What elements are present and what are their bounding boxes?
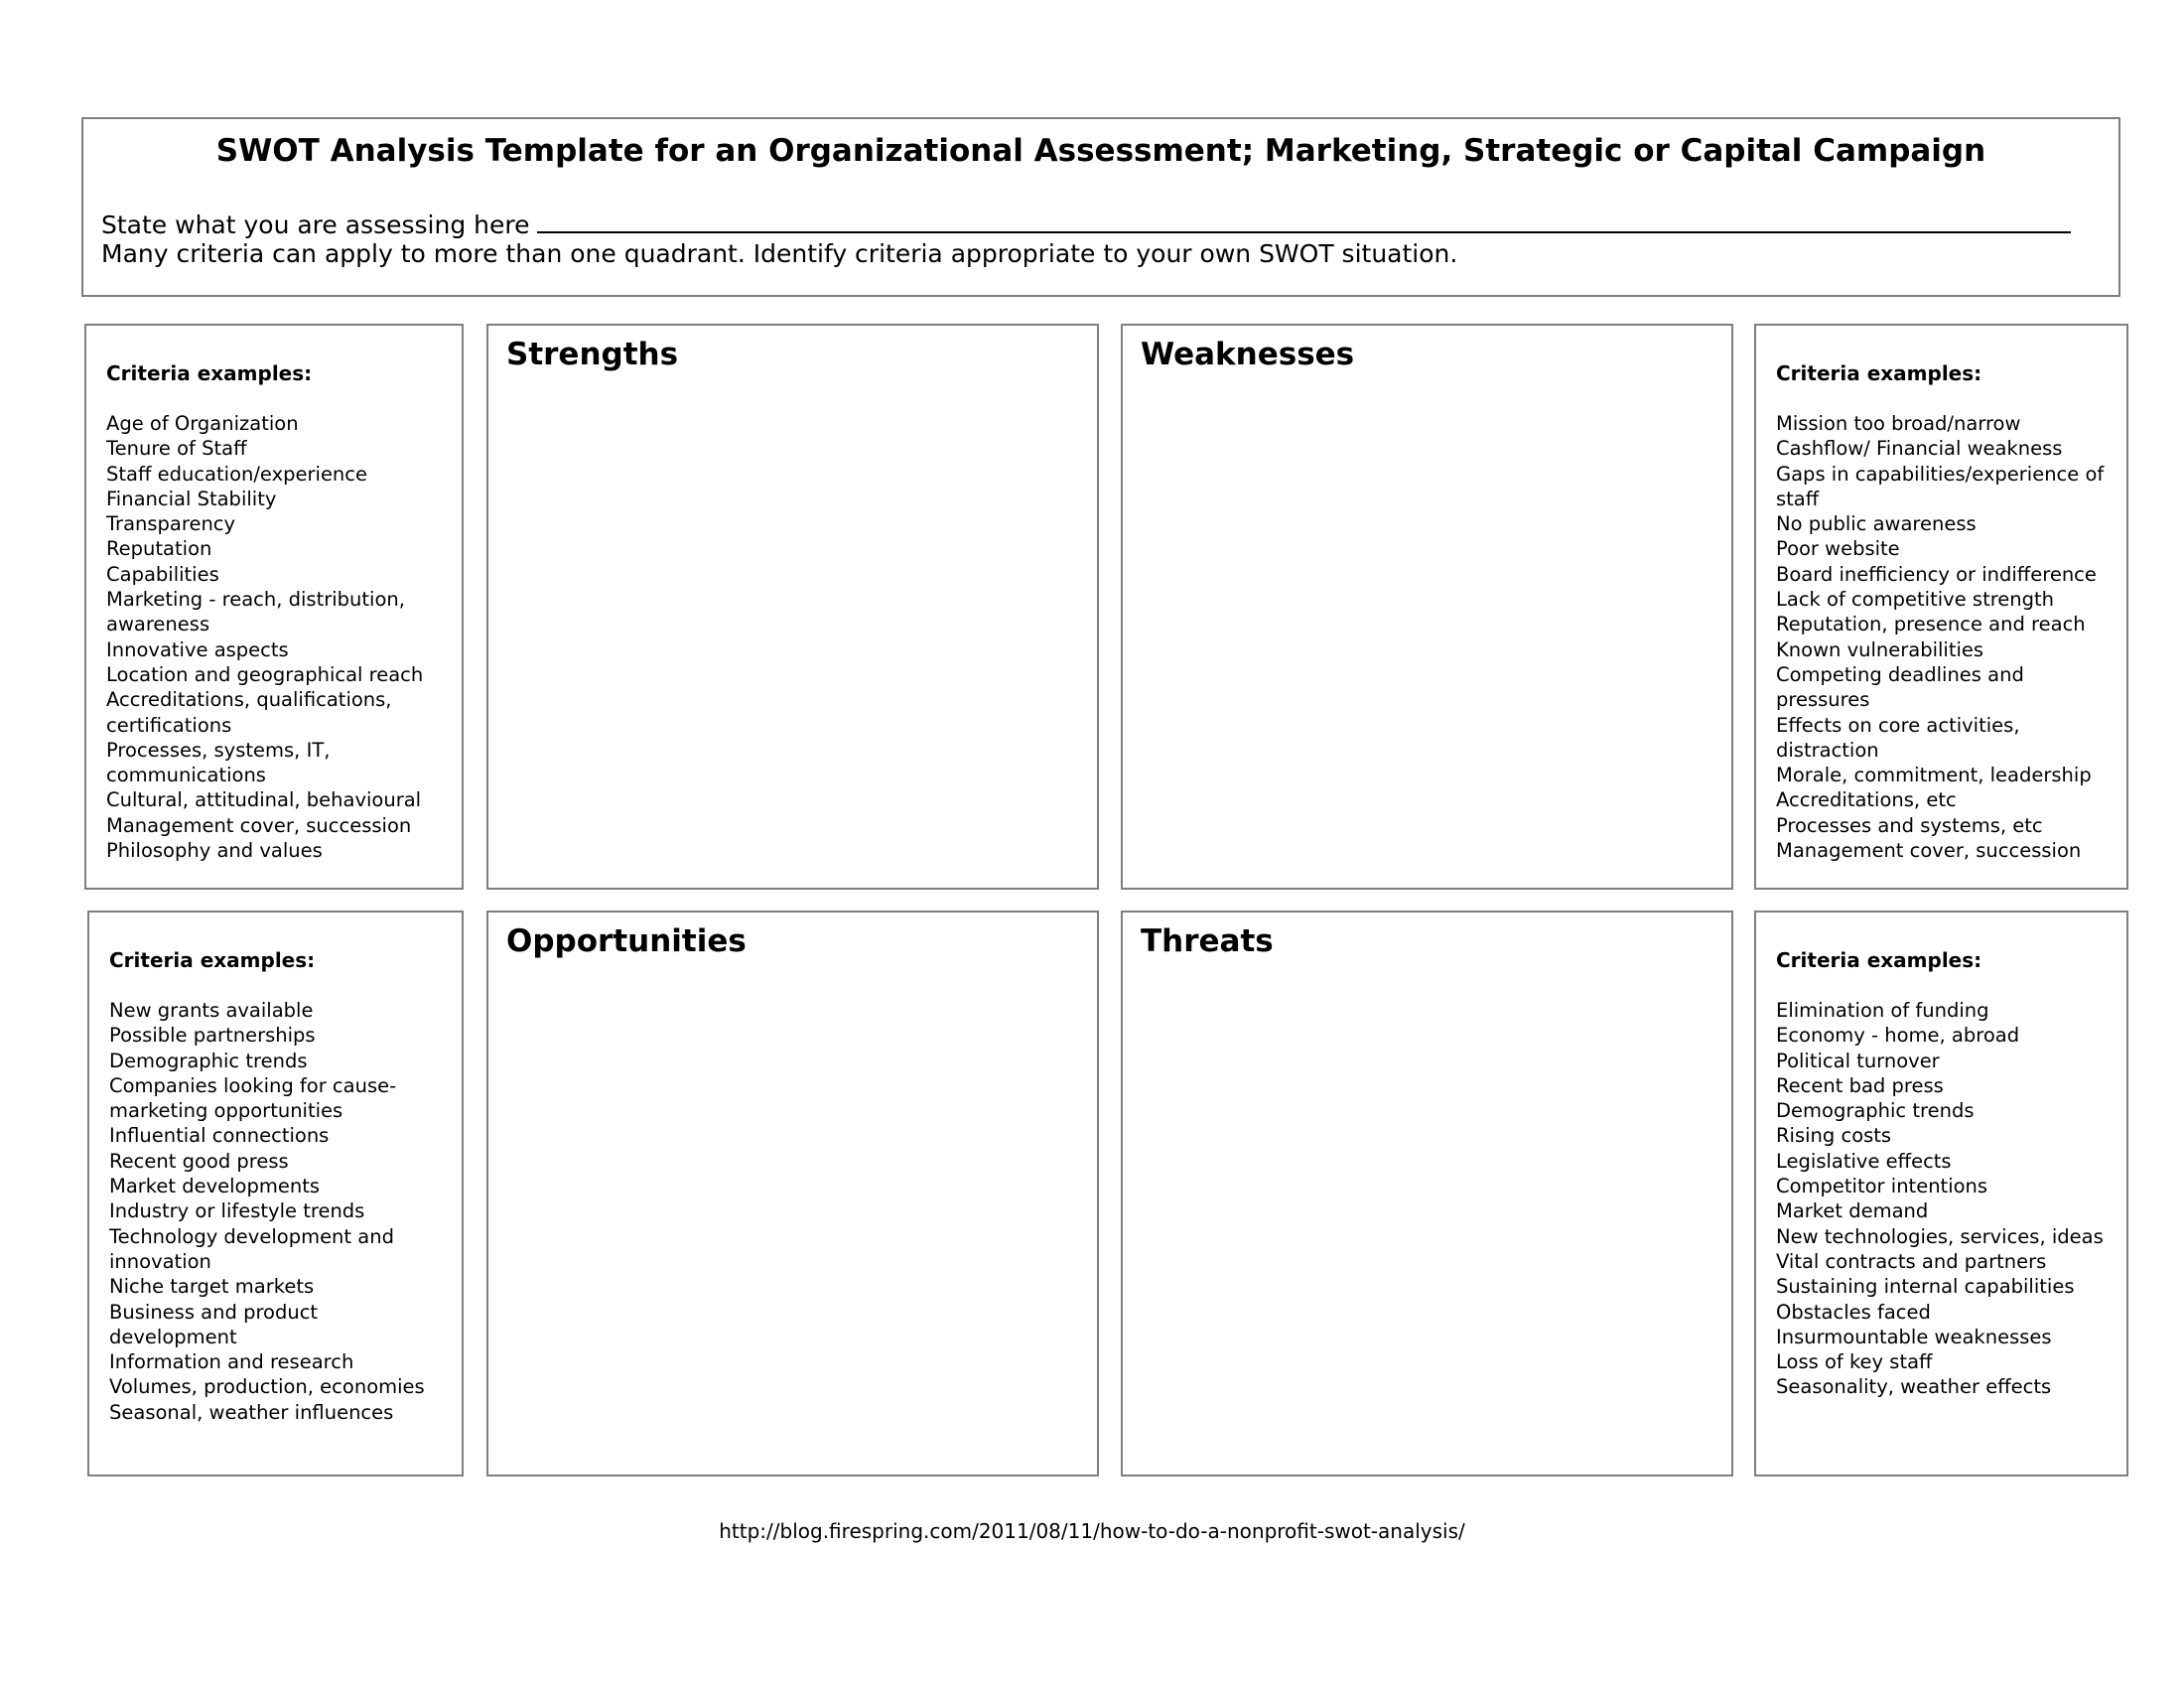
criteria-item: Marketing - reach, distribution, awareness [106,588,405,636]
criteria-title: Criteria examples: [106,361,313,385]
criteria-item: Innovative aspects [106,637,289,661]
criteria-item: Technology development and innovation [109,1224,394,1273]
criteria-item: Mission too broad/narrow [1776,412,2021,435]
criteria-item: Industry or lifestyle trends [109,1199,365,1223]
assess-blank-field[interactable] [537,206,2071,233]
criteria-item: Information and research [109,1350,354,1374]
criteria-item: Sustaining internal capabilities [1776,1275,2075,1299]
criteria-item: New grants available [109,999,314,1022]
criteria-title: Criteria examples: [1776,361,1982,385]
criteria-list [1776,411,2107,863]
criteria-item: Cultural, attitudinal, behavioural [106,788,422,812]
criteria-item: New technologies, services, ideas [1776,1224,2104,1248]
criteria-item: Loss of key staff [1776,1350,1933,1374]
criteria-item: Staff education/experience [106,462,368,486]
criteria-item: Recent good press [109,1149,289,1173]
assess-prompt-label: State what you are assessing here [101,211,530,239]
quadrant-title-weaknesses: Weaknesses [1141,337,1355,372]
criteria-item: Reputation, presence and reach [1776,613,2086,636]
criteria-item: Reputation [106,537,212,561]
criteria-title: Criteria examples: [109,948,316,972]
criteria-item: No public awareness [1776,512,1977,536]
criteria-item: Board inefficiency or indifference [1776,562,2097,586]
criteria-item: Insurmountable weaknesses [1776,1325,2052,1348]
criteria-item: Age of Organization [106,412,299,435]
page-title: SWOT Analysis Template for an Organizational Assessment; Marketing, Strategic or Capital Campaign [215,133,1986,169]
criteria-item: Competitor intentions [1776,1175,1988,1198]
weaknesses-quadrant[interactable] [1121,324,1733,890]
criteria-item: Business and product development [109,1300,319,1348]
quadrant-title-opportunities: Opportunities [506,923,747,959]
criteria-item: Effects on core activities, distraction [1776,713,2020,762]
criteria-item: Transparency [106,512,236,536]
opportunities-quadrant[interactable] [486,911,1099,1477]
criteria-item: Volumes, production, economies [109,1375,425,1399]
criteria-item: Cashflow/ Financial weakness [1776,437,2063,461]
opportunities-criteria-box [87,911,464,1477]
criteria-item: Accreditations, qualifications, certifications [106,688,392,737]
criteria-item: Seasonal, weather influences [109,1400,394,1424]
criteria-item: Demographic trends [1776,1099,1975,1123]
criteria-item: Economy - home, abroad [1776,1024,2020,1048]
criteria-item: Financial Stability [106,487,277,510]
header-box [81,117,2120,297]
criteria-item: Management cover, succession [106,813,412,837]
criteria-item: Competing deadlines and pressures [1776,662,2024,712]
strengths-quadrant[interactable] [486,324,1099,890]
criteria-item: Vital contracts and partners [1776,1249,2047,1273]
criteria-item: Philosophy and values [106,839,323,863]
source-url[interactable]: http://blog.firespring.com/2011/08/11/how-to-do-a-nonprofit-swot-analysis/ [719,1519,1465,1543]
criteria-item: Poor website [1776,537,1900,561]
criteria-item: Location and geographical reach [106,662,424,686]
criteria-item: Tenure of Staff [106,437,247,461]
assess-prompt-line [101,206,2071,241]
criteria-item: Influential connections [109,1124,330,1148]
criteria-item: Seasonality, weather effects [1776,1375,2052,1399]
quadrant-title-strengths: Strengths [506,337,679,372]
criteria-item: Legislative effects [1776,1149,1952,1173]
instruction-text: Many criteria can apply to more than one quadrant. Identify criteria appropriate to your own SWOT situation. [101,239,1458,268]
criteria-item: Morale, commitment, leadership [1776,764,2092,787]
criteria-item: Political turnover [1776,1049,1940,1072]
criteria-item: Rising costs [1776,1124,1892,1148]
criteria-item: Management cover, succession [1776,839,2082,863]
criteria-item: Lack of competitive strength [1776,588,2055,612]
criteria-item: Market demand [1776,1199,1929,1223]
criteria-item: Companies looking for cause-marketing opportunities [109,1073,397,1123]
criteria-item: Elimination of funding [1776,999,1989,1022]
threats-quadrant[interactable] [1121,911,1733,1477]
quadrant-title-threats: Threats [1141,923,1274,959]
criteria-item: Demographic trends [109,1049,308,1072]
criteria-list [106,411,442,863]
criteria-item: Known vulnerabilities [1776,637,1984,661]
criteria-item: Obstacles faced [1776,1300,1931,1324]
criteria-item: Recent bad press [1776,1073,1944,1097]
criteria-item: Processes and systems, etc [1776,813,2043,837]
criteria-list [109,998,442,1425]
criteria-item: Capabilities [106,562,219,586]
criteria-item: Market developments [109,1175,321,1198]
strengths-criteria-box [84,324,464,890]
criteria-item: Possible partnerships [109,1024,316,1048]
criteria-item: Processes, systems, IT, communications [106,738,331,787]
weaknesses-criteria-box [1754,324,2128,890]
criteria-item: Niche target markets [109,1275,315,1299]
criteria-item: Accreditations, etc [1776,788,1957,812]
criteria-title: Criteria examples: [1776,948,1982,972]
threats-criteria-box [1754,911,2128,1477]
criteria-item: Gaps in capabilities/experience of staff [1776,462,2105,510]
criteria-list [1776,998,2107,1400]
